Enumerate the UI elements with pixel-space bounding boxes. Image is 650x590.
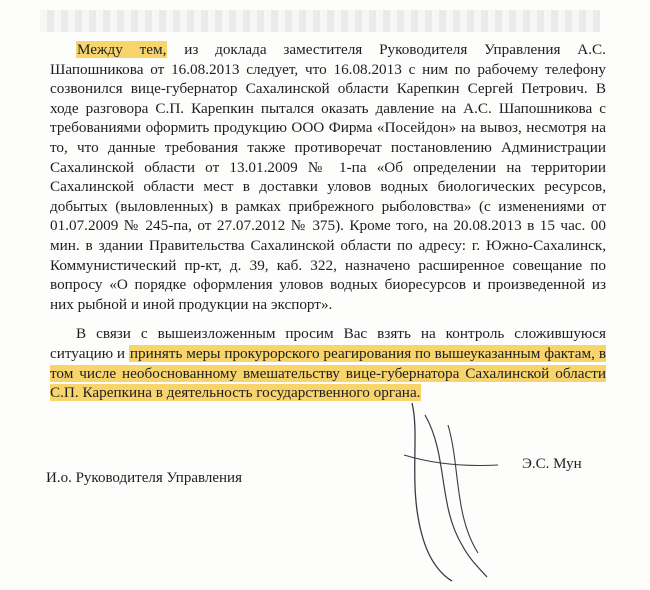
highlighted-intro: Между тем, bbox=[77, 41, 167, 58]
letter-body bbox=[50, 40, 606, 403]
paragraph-2 bbox=[50, 324, 606, 402]
handwritten-signature bbox=[390, 395, 510, 585]
paragraph-2-text: В связи с вышеизложенным просим Вас взять на контроль сложившуюся ситуацию и bbox=[50, 325, 606, 362]
signer-position: И.о. Руководителя Управления bbox=[46, 470, 242, 486]
redacted-area bbox=[40, 10, 600, 32]
paragraph-1-text: из доклада заместителя Руководителя Управления А.С. Шапошникова от 16.08.2013 следует, что 16.08.2013 с ним по рабочему телефону созвонился вице-губернатор Сахалинской области Карепкин Сергей Петрович. В ходе разговора С.П. Карепкин пытался оказать давление на А.С. Шапошникова с требованиями оформить продукцию ООО Фирма «Посейдон» на вывоз, несмотря на то, что данные требования также противоречат постановлению Администрации Сахалинской области от 13.01.2009 № 1-па «Об определении на территории Сахалинской области мест в доставки уловов водных биологических ресурсов, добытых (выловленных) в рамках прибрежного рыболовства» (с изменениями от 01.07.2009 № 245-па, от 27.07.2012 № 375). Кроме того, на 20.08.2013 в 15 час. 00 мин. в здании Правительства Сахалинской области по адресу: г. Южно-Сахалинск, Коммунистический пр-кт, д. 39, каб. 322, назначено расширенное совещание по вопросу «О порядке оформления уловов водных биоресурсов и произведенной из них рыбной и иной продукции на экспорт». bbox=[50, 41, 606, 313]
highlighted-request: принять меры прокурорского реагирования по вышеуказанным фактам, в том числе необоснованному вмешательству вице-губернатора Сахалинской области С.П. Карепкина в деятельность государственного органа. bbox=[50, 344, 606, 402]
signer-name: Э.С. Мун bbox=[522, 456, 582, 472]
paragraph-1 bbox=[50, 40, 606, 314]
signature-block bbox=[46, 456, 606, 490]
